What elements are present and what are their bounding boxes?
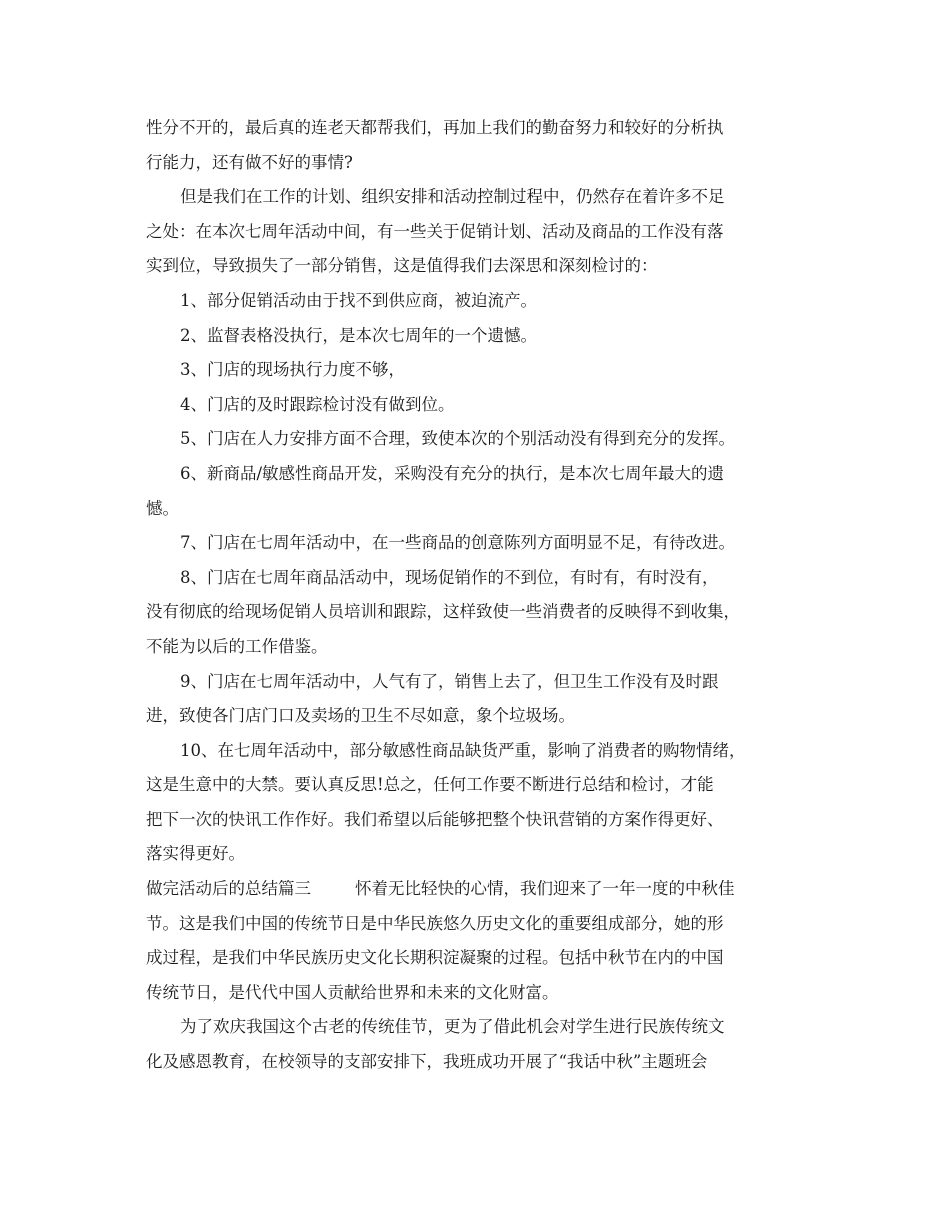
section-first-sentence: 怀着无比轻快的心情，我们迎来了一年一度的中秋佳 (355, 879, 735, 899)
text-line: 没有彻底的给现场促销人员培训和跟踪，这样致使一些消费者的反映得不到收集， (146, 602, 740, 622)
text-line: 把下一次的快讯工作作好。我们希望以后能够把整个快讯营销的方案作得更好、 (146, 809, 724, 829)
text-line: 5、门店在人力安排方面不合理，致使本次的个别活动没有得到充分的发挥。 (180, 429, 735, 449)
text-line: 落实得更好。 (146, 844, 245, 864)
text-line: 6、新商品/敏感性商品开发，采购没有充分的执行，是本次七周年最大的遗 (180, 463, 725, 483)
text-line: 传统节日，是代代中国人贡献给世界和未来的文化财富。 (146, 982, 559, 1002)
text-line: 节。这是我们中国的传统节日是中华民族悠久历史文化的重要组成部分，她的形 (146, 913, 724, 933)
text-line: 性分不开的，最后真的连老天都帮我们，再加上我们的勤奋努力和较好的分析执 (146, 118, 724, 137)
text-line: 之处：在本次七周年活动中间，有一些关于促销计划、活动及商品的工作没有落 (146, 221, 724, 241)
text-line: 1、部分促销活动由于找不到供应商，被迫流产。 (180, 290, 537, 310)
text-line: 7、门店在七周年活动中，在一些商品的创意陈列方面明显不足，有待改进。 (180, 533, 735, 553)
text-line: 4、门店的及时跟踪检讨没有做到位。 (180, 394, 455, 414)
text-line: 实到位，导致损失了一部分销售，这是值得我们去深思和深刻检讨的： (146, 256, 658, 276)
section-heading-line (146, 872, 806, 907)
text-line: 行能力，还有做不好的事情? (146, 152, 353, 172)
text-line: 10、在七周年活动中，部分敏感性商品缺货严重，影响了消费者的购物情绪， (180, 740, 746, 760)
text-line: 化及感恩教育，在校领导的支部安排下，我班成功开展了“我话中秋”主题班会 (146, 1052, 708, 1072)
document-body (146, 111, 806, 1080)
paragraph-block-2 (146, 907, 806, 1080)
text-line: 2、监督表格没执行，是本次七周年的一个遗憾。 (180, 325, 537, 345)
text-line: 为了欢庆我国这个古老的传统佳节，更为了借此机会对学生进行民族传统文 (180, 1017, 725, 1037)
text-line: 8、门店在七周年商品活动中，现场促销作的不到位，有时有，有时没有， (180, 567, 719, 587)
text-line: 进，致使各门店门口及卖场的卫生不尽如意，象个垃圾场。 (146, 706, 575, 726)
text-line: 憾。 (146, 498, 179, 518)
text-line: 成过程，是我们中华民族历史文化长期积淀凝聚的过程。包括中秋节在内的中国 (146, 948, 724, 968)
section-title: 做完活动后的总结篇三 (146, 879, 311, 899)
text-line: 3、门店的现场执行力度不够， (180, 360, 405, 380)
text-line: 但是我们在工作的计划、组织安排和活动控制过程中，仍然存在着许多不足 (180, 187, 725, 207)
text-line: 9、门店在七周年活动中，人气有了，销售上去了，但卫生工作没有及时跟 (180, 671, 719, 691)
text-line: 不能为以后的工作借鉴。 (146, 636, 328, 656)
text-line: 这是生意中的大禁。要认真反思!总之，任何工作要不断进行总结和检讨，才能 (146, 775, 714, 795)
paragraph-block (146, 111, 806, 872)
